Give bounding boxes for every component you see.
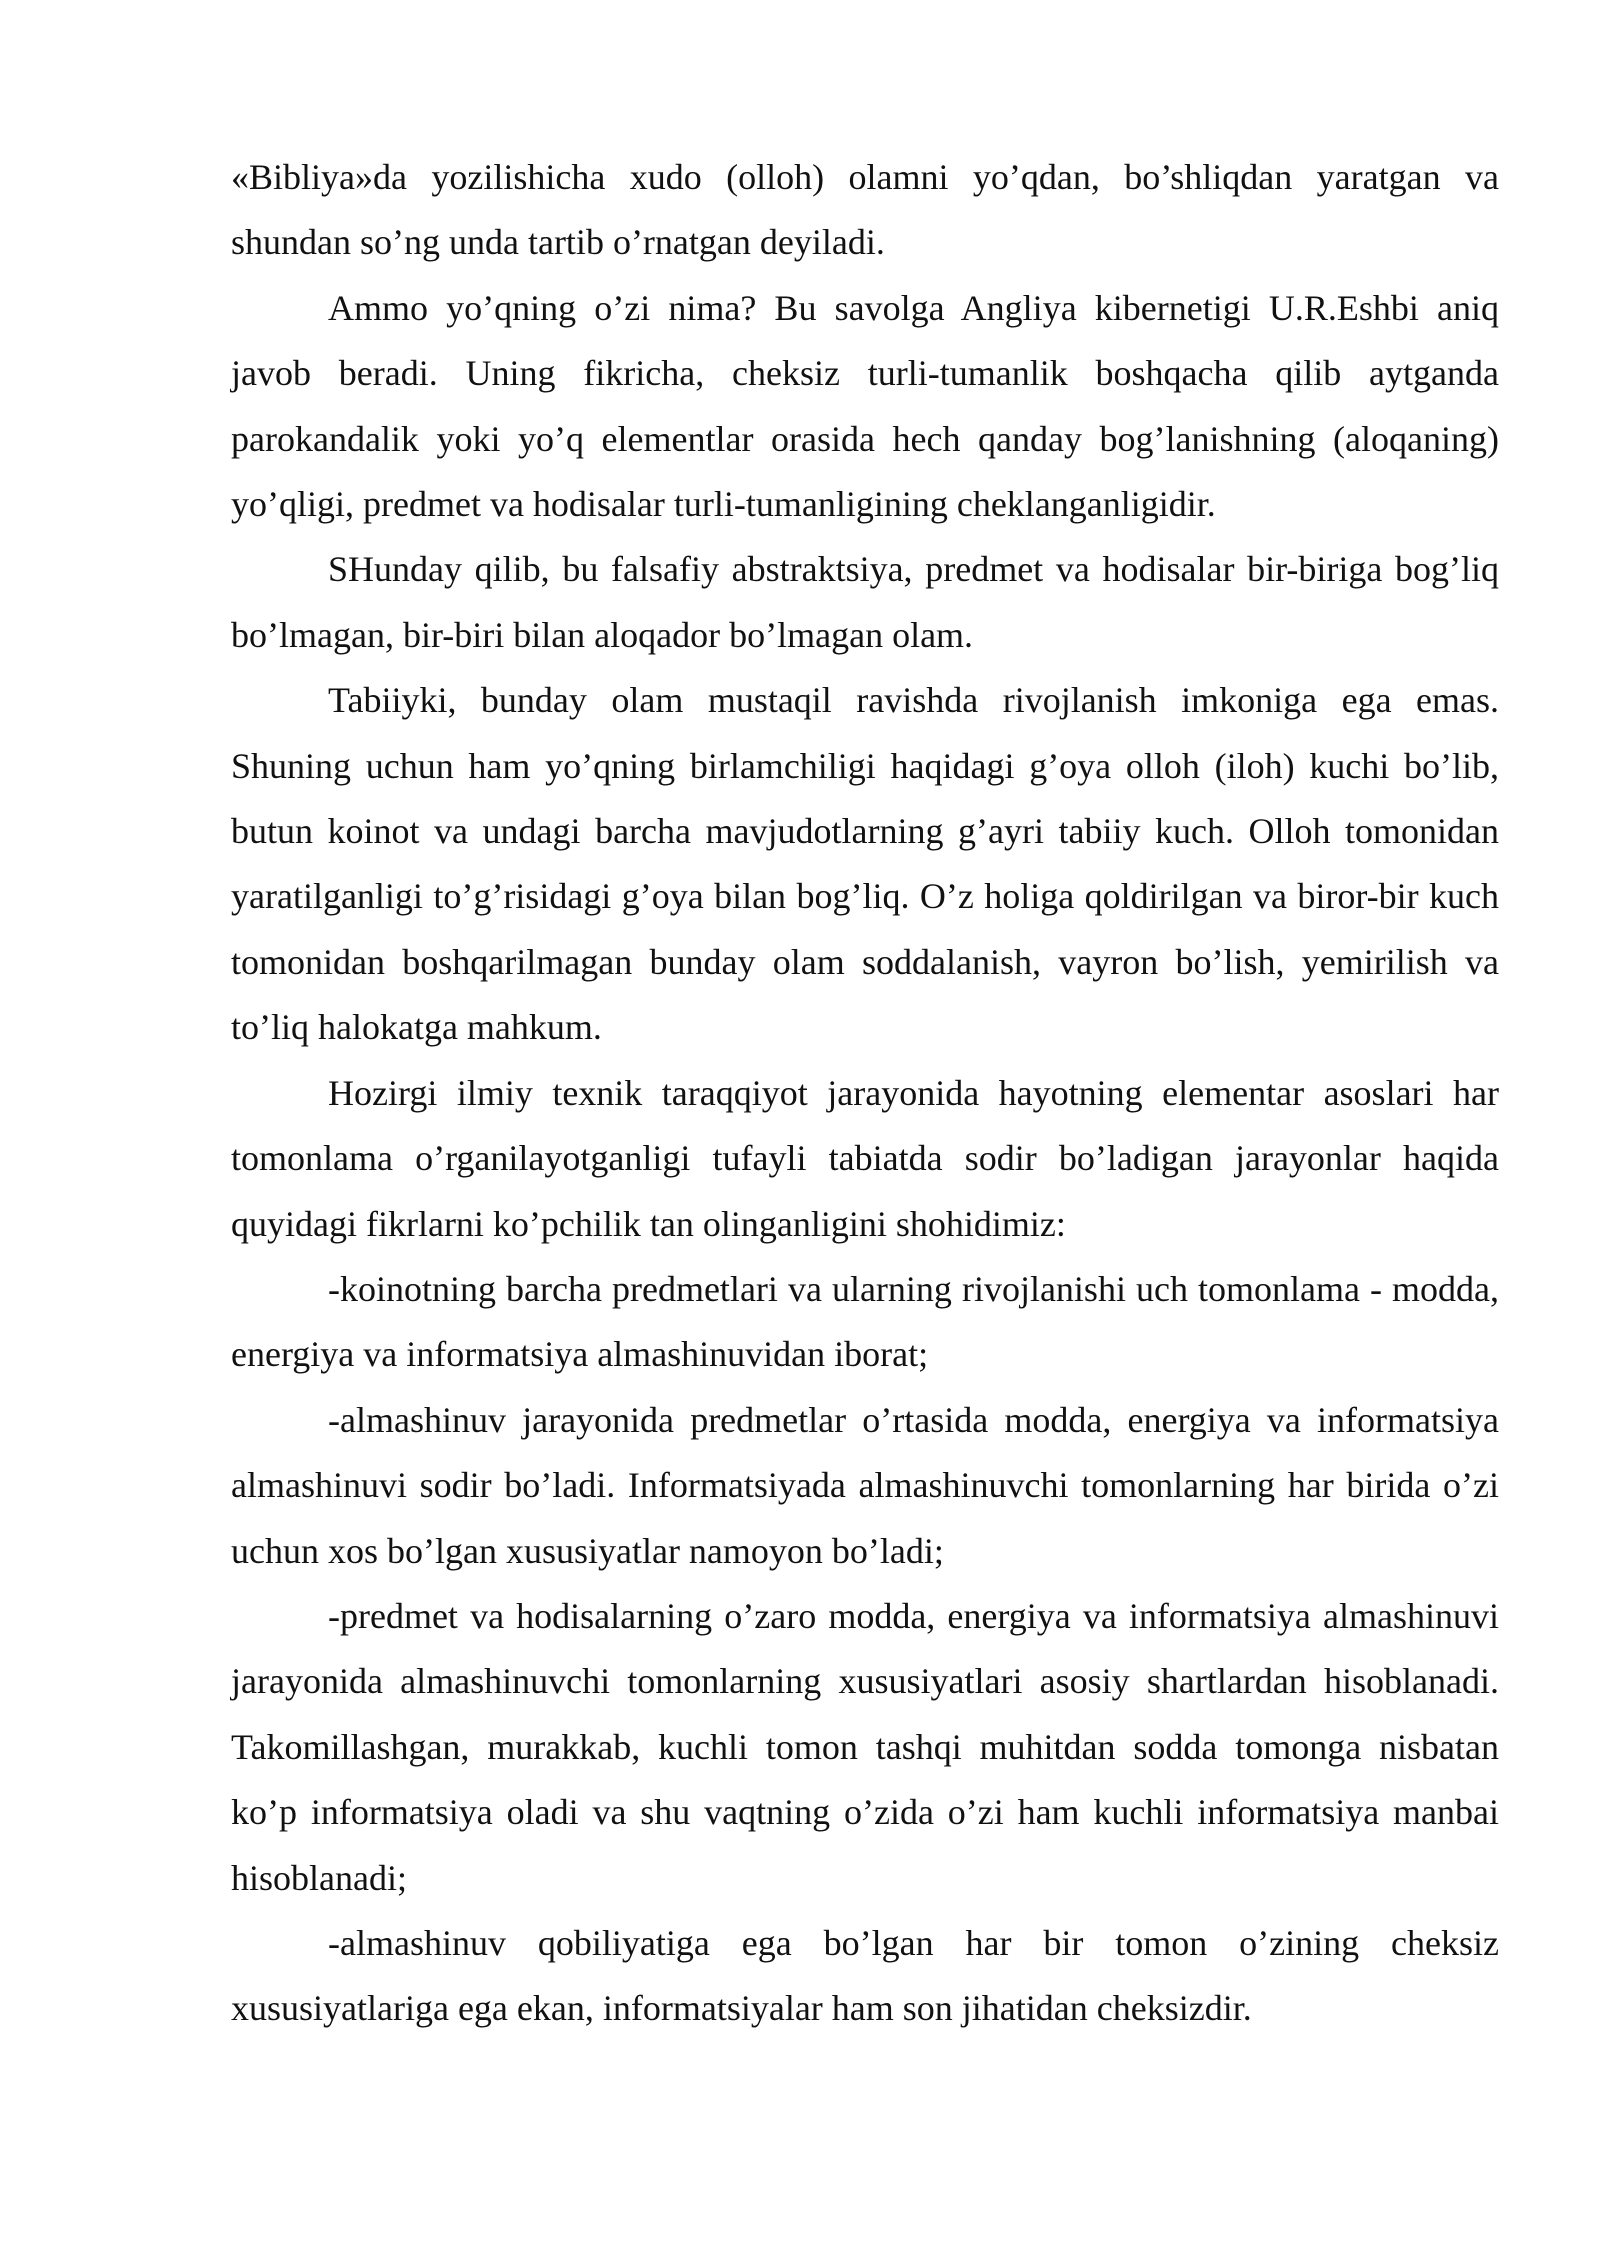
paragraph-2: Ammo yo’qning o’zi nima? Bu savolga Angliya kibernetigi U.R.Eshbi aniq javob beradi. Uning fikricha, cheksiz turli-tumanlik boshqacha qilib aytganda parokandalik yoki yo’q elementlar orasida hech qanday bog’lanishning (aloqaning) yo’qligi, predmet va hodisalar turli-tumanligining cheklanganligidir. bbox=[231, 287, 1499, 525]
paragraph-3: SHunday qilib, bu falsafiy abstraktsiya, predmet va hodisalar bir-biriga bog’liq bo’lmagan, bir-biri bilan aloqador bo’lmagan olam. bbox=[231, 549, 1499, 655]
list-item-4: -almashinuv qobiliyatiga ega bo’lgan har bir tomon o’zining cheksiz xususiyatlariga ega ekan, informatsiyalar ham son jihatidan cheksizdir. bbox=[231, 1922, 1499, 2029]
paragraph-4: Tabiiyki, bunday olam mustaqil ravishda rivojlanish imkoniga ega emas. Shuning uchun ham yo’qning birlamchiligi haqidagi g’oya olloh (iloh) kuchi bo’lib, butun koinot va undagi barcha mavjudotlarning g’ayri tabiiy kuch. Olloh tomonidan yaratilganligi to’g’risidagi g’oya bilan bog’liq. O’z holiga qoldirilgan va biror-bir kuch tomonidan boshqarilmagan bunday olam soddalanish, vayron bo’lish, yemirilish va to’liq halokatga mahkum. bbox=[231, 680, 1499, 1048]
list-item-3: -predmet va hodisalarning o’zaro modda, energiya va informatsiya almashinuvi jarayonida almashinuvchi tomonlarning xususiyatlari asosiy shartlardan hisoblanadi. Takomillashgan, murakkab, kuchli tomon tashqi muhitdan sodda tomonga nisbatan ko’p informatsiya oladi va shu vaqtning o’zida o’zi ham kuchli informatsiya manbai hisoblanadi; bbox=[231, 1595, 1499, 1898]
paragraph-5: Hozirgi ilmiy texnik taraqqiyot jarayonida hayotning elementar asoslari har tomonlama o’rganilayotganligi tufayli tabiatda sodir bo’ladigan jarayonlar haqida quyidagi fikrlarni ko’pchilik tan olinganligini shohidimiz: bbox=[231, 1072, 1499, 1244]
paragraph-1: «Bibliya»da yozilishicha xudo (olloh) olamni yo’qdan, bo’shliqdan yaratgan va shundan so’ng unda tartib o’rnatgan deyiladi. bbox=[231, 157, 1499, 263]
list-item-1: -koinotning barcha predmetlari va ularning rivojlanishi uch tomonlama - modda, energiya va informatsiya almashinuvidan iborat; bbox=[231, 1268, 1499, 1375]
list-item-2: -almashinuv jarayonida predmetlar o’rtasida modda, energiya va informatsiya almashinuvi sodir bo’ladi. Informatsiyada almashinuvchi tomonlarning har birida o’zi uchun xos bo’lgan xususiyatlar namoyon bo’ladi; bbox=[231, 1399, 1499, 1571]
document-body bbox=[231, 145, 1499, 2042]
